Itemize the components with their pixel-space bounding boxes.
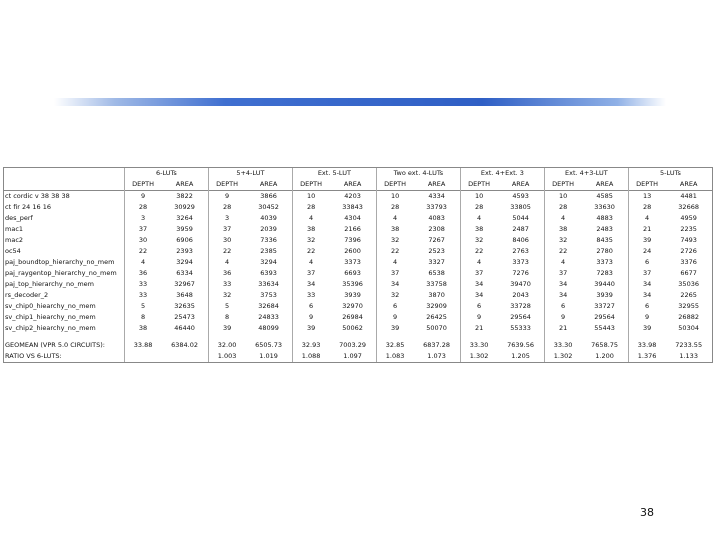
area-cell: 1.019 (245, 351, 292, 363)
area-header: AREA (595, 180, 614, 188)
depth-cell: 28 (544, 202, 581, 213)
depth-cell: 22 (376, 246, 413, 257)
depth-cell: 10 (544, 191, 581, 203)
depth-cell: 22 (208, 246, 245, 257)
depth-cell: 4 (460, 257, 497, 268)
circuit-name: ct fir 24 16 16 (4, 202, 125, 213)
area-cell: 2780 (596, 247, 613, 255)
depth-cell: 6 (292, 301, 329, 312)
depth-cell: 4 (292, 213, 329, 224)
depth-cell: 33 (124, 290, 161, 301)
depth-cell: 22 (292, 246, 329, 257)
depth-header: DEPTH (124, 179, 161, 191)
group-header: Ext. 4+Ext. 3 (460, 168, 544, 180)
area-cell: 3327 (428, 258, 445, 266)
circuit-name: oc54 (4, 246, 125, 257)
area-cell: 26882 (665, 312, 712, 323)
depth-cell: 32 (208, 290, 245, 301)
area-cell: 7283 (596, 269, 613, 277)
area-cell: 33727 (594, 302, 615, 310)
circuit-name: mac2 (4, 235, 125, 246)
area-cell: 3264 (176, 214, 193, 222)
area-cell: 2483 (596, 225, 613, 233)
depth-cell: 39 (208, 323, 245, 334)
area-cell: 6837.28 (423, 341, 451, 349)
depth-cell: 3 (208, 213, 245, 224)
area-cell: 4334 (413, 191, 460, 203)
depth-cell: 33.88 (124, 340, 161, 351)
depth-cell: 32 (460, 235, 497, 246)
area-cell: 50062 (342, 324, 363, 332)
depth-cell: 24 (628, 246, 665, 257)
depth-cell: 38 (460, 224, 497, 235)
corner-cell (4, 168, 125, 180)
area-cell: 33758 (426, 280, 447, 288)
area-cell: 2763 (512, 247, 529, 255)
area-cell: 3376 (665, 257, 712, 268)
area-cell: 32955 (665, 301, 712, 312)
area-cell: 26984 (342, 313, 363, 321)
area-cell: 50304 (665, 323, 712, 334)
depth-cell: 38 (376, 224, 413, 235)
depth-cell: 34 (460, 290, 497, 301)
table-row (4, 301, 713, 312)
group-header: Two ext. 4-LUTs (376, 168, 460, 180)
depth-cell: 21 (460, 323, 497, 334)
area-cell: 29564 (510, 313, 531, 321)
area-header: AREA (343, 180, 362, 188)
area-cell: 4481 (665, 191, 712, 203)
area-cell: 2265 (665, 290, 712, 301)
area-cell: 6505.73 (255, 341, 283, 349)
area-cell: 1.073 (413, 351, 460, 363)
group-header: Ext. 5-LUT (292, 168, 376, 180)
depth-cell: 9 (208, 191, 245, 203)
group-header: Ext. 4+3-LUT (544, 168, 628, 180)
area-cell: 32668 (665, 202, 712, 213)
depth-cell: 22 (544, 246, 581, 257)
title-accent-bar (54, 98, 666, 106)
area-cell: 5044 (512, 214, 529, 222)
area-cell: 2308 (428, 225, 445, 233)
depth-cell: 32 (544, 235, 581, 246)
area-cell: 2393 (176, 247, 193, 255)
area-cell (161, 351, 208, 363)
depth-cell: 34 (376, 279, 413, 290)
table-row (4, 257, 713, 268)
area-cell: 7493 (665, 235, 712, 246)
depth-cell: 4 (460, 213, 497, 224)
depth-cell: 28 (460, 202, 497, 213)
area-cell: 3939 (344, 291, 361, 299)
area-cell: 3294 (260, 258, 277, 266)
area-cell: 7396 (344, 236, 361, 244)
area-cell: 1.200 (581, 351, 628, 363)
area-cell: 4083 (428, 214, 445, 222)
circuit-name: des_perf (4, 213, 125, 224)
depth-cell: 4 (628, 213, 665, 224)
depth-cell: 9 (292, 312, 329, 323)
depth-header: DEPTH (208, 179, 245, 191)
area-cell: 3648 (176, 291, 193, 299)
area-cell: 33843 (342, 203, 363, 211)
depth-cell: 6 (460, 301, 497, 312)
area-cell: 35396 (342, 280, 363, 288)
circuit-name: paj_boundtop_hierarchy_no_mem (4, 257, 125, 268)
area-cell: 1.133 (665, 351, 712, 363)
area-cell: 7639.56 (507, 341, 535, 349)
depth-cell: 32.00 (208, 340, 245, 351)
area-cell: 8435 (596, 236, 613, 244)
area-cell: 6677 (665, 268, 712, 279)
depth-cell: 3 (124, 213, 161, 224)
depth-cell: 9 (628, 312, 665, 323)
depth-cell: 32.93 (292, 340, 329, 351)
area-cell: 4593 (497, 191, 544, 203)
area-cell: 29564 (594, 313, 615, 321)
area-cell: 55443 (594, 324, 615, 332)
area-cell: 26425 (426, 313, 447, 321)
depth-cell: 37 (376, 268, 413, 279)
depth-cell: 6 (376, 301, 413, 312)
area-cell: 3870 (428, 291, 445, 299)
area-cell: 2235 (665, 224, 712, 235)
depth-cell: 1.376 (628, 351, 665, 363)
depth-cell: 28 (208, 202, 245, 213)
depth-cell: 39 (628, 235, 665, 246)
area-cell: 32967 (174, 280, 195, 288)
depth-cell: 9 (124, 191, 161, 203)
depth-cell: 37 (208, 224, 245, 235)
depth-cell: 39 (628, 323, 665, 334)
area-cell: 8406 (512, 236, 529, 244)
depth-cell: 34 (628, 279, 665, 290)
area-cell: 7336 (260, 236, 277, 244)
table-row (4, 202, 713, 213)
area-cell: 2043 (512, 291, 529, 299)
subheader-row (4, 179, 713, 191)
depth-cell: 1.003 (208, 351, 245, 363)
area-cell: 3822 (161, 191, 208, 203)
table-row (4, 246, 713, 257)
depth-cell: 34 (460, 279, 497, 290)
results-table (3, 167, 713, 363)
area-cell: 2487 (512, 225, 529, 233)
depth-cell: 33 (292, 290, 329, 301)
area-cell: 7267 (428, 236, 445, 244)
depth-cell: 36 (124, 268, 161, 279)
group-header-row (4, 168, 713, 180)
summary-row (4, 340, 713, 351)
area-cell: 33728 (510, 302, 531, 310)
circuit-name: mac1 (4, 224, 125, 235)
depth-cell: 32 (376, 290, 413, 301)
circuit-name: sv_chip0_hiearchy_no_mem (4, 301, 125, 312)
area-cell: 3373 (512, 258, 529, 266)
depth-cell: 30 (208, 235, 245, 246)
depth-cell: 34 (544, 290, 581, 301)
depth-cell: 38 (124, 323, 161, 334)
area-cell: 3294 (176, 258, 193, 266)
area-cell: 7658.75 (591, 341, 619, 349)
depth-cell: 33.30 (460, 340, 497, 351)
area-cell: 2600 (344, 247, 361, 255)
area-cell: 2039 (260, 225, 277, 233)
area-cell: 33630 (594, 203, 615, 211)
area-header: AREA (175, 180, 194, 188)
depth-cell: 4 (544, 213, 581, 224)
depth-cell: 5 (124, 301, 161, 312)
depth-cell: 28 (292, 202, 329, 213)
area-cell: 4203 (329, 191, 376, 203)
area-cell: 39470 (510, 280, 531, 288)
depth-header: DEPTH (460, 179, 497, 191)
depth-cell: 9 (376, 312, 413, 323)
depth-cell: 4 (124, 257, 161, 268)
page-number: 38 (640, 506, 654, 519)
summary-row (4, 351, 713, 363)
depth-cell: 28 (376, 202, 413, 213)
depth-header: DEPTH (292, 179, 329, 191)
depth-cell: 4 (544, 257, 581, 268)
area-cell: 2726 (665, 246, 712, 257)
area-cell: 6693 (344, 269, 361, 277)
table-row (4, 224, 713, 235)
area-cell: 55333 (510, 324, 531, 332)
depth-cell: 4 (292, 257, 329, 268)
depth-cell: 33 (208, 279, 245, 290)
depth-cell: 33 (124, 279, 161, 290)
area-cell: 2523 (428, 247, 445, 255)
area-cell: 50070 (426, 324, 447, 332)
depth-cell: 33.98 (628, 340, 665, 351)
area-cell: 2166 (344, 225, 361, 233)
depth-cell: 21 (544, 323, 581, 334)
depth-cell: 13 (628, 191, 665, 203)
depth-cell: 34 (292, 279, 329, 290)
table-row (4, 312, 713, 323)
table-row (4, 323, 713, 334)
area-cell: 6384.02 (171, 341, 199, 349)
area-cell: 25473 (174, 313, 195, 321)
area-cell: 4304 (344, 214, 361, 222)
depth-cell: 8 (208, 312, 245, 323)
depth-cell: 32 (376, 235, 413, 246)
depth-cell: 10 (376, 191, 413, 203)
depth-cell: 34 (628, 290, 665, 301)
area-cell: 33634 (258, 280, 279, 288)
area-header: AREA (511, 180, 530, 188)
depth-cell: 38 (544, 224, 581, 235)
depth-cell: 6 (544, 301, 581, 312)
depth-cell: 4 (376, 257, 413, 268)
depth-cell: 34 (544, 279, 581, 290)
depth-cell: 22 (460, 246, 497, 257)
depth-cell: 37 (628, 268, 665, 279)
depth-header: DEPTH (544, 179, 581, 191)
circuit-name: rs_decoder_2 (4, 290, 125, 301)
depth-cell: 4 (376, 213, 413, 224)
area-cell: 33793 (426, 203, 447, 211)
area-cell: 35036 (665, 279, 712, 290)
area-cell: 7003.29 (339, 341, 367, 349)
depth-cell: 1.302 (460, 351, 497, 363)
depth-cell: 1.302 (544, 351, 581, 363)
depth-cell: 6 (628, 301, 665, 312)
area-cell: 6906 (176, 236, 193, 244)
depth-cell: 21 (628, 224, 665, 235)
depth-cell: 36 (208, 268, 245, 279)
depth-cell: 10 (460, 191, 497, 203)
circuit-name: GEOMEAN (VPR 5.0 CIRCUITS): (4, 340, 125, 351)
group-header: 6-LUTs (124, 168, 208, 180)
area-cell: 3959 (176, 225, 193, 233)
area-cell: 3866 (245, 191, 292, 203)
depth-cell: 33.30 (544, 340, 581, 351)
table-row (4, 191, 713, 203)
depth-header: DEPTH (376, 179, 413, 191)
depth-cell: 5 (208, 301, 245, 312)
area-cell: 48099 (258, 324, 279, 332)
group-header: 5+4-LUT (208, 168, 292, 180)
area-cell: 6538 (428, 269, 445, 277)
depth-cell: 39 (376, 323, 413, 334)
area-cell: 1.205 (497, 351, 544, 363)
circuit-name: paj_top_hierarchy_no_mem (4, 279, 125, 290)
depth-cell: 1.088 (292, 351, 329, 363)
depth-cell: 1.083 (376, 351, 413, 363)
area-header: AREA (427, 180, 446, 188)
depth-cell: 32.85 (376, 340, 413, 351)
circuit-name: sv_chip2_hiearchy_no_mem (4, 323, 125, 334)
depth-header: DEPTH (628, 179, 665, 191)
area-cell: 6393 (260, 269, 277, 277)
depth-cell: 9 (544, 312, 581, 323)
circuit-name: ct cordic v 38 38 38 (4, 191, 125, 203)
depth-cell: 37 (292, 268, 329, 279)
area-cell: 4585 (581, 191, 628, 203)
depth-cell: 28 (124, 202, 161, 213)
depth-cell: 10 (292, 191, 329, 203)
corner-cell (4, 179, 125, 191)
depth-cell: 39 (292, 323, 329, 334)
area-cell: 32970 (342, 302, 363, 310)
table-row (4, 213, 713, 224)
area-cell: 3939 (596, 291, 613, 299)
area-cell: 32635 (174, 302, 195, 310)
depth-cell: 32 (292, 235, 329, 246)
area-cell: 6334 (176, 269, 193, 277)
area-cell: 1.097 (329, 351, 376, 363)
depth-cell: 30 (124, 235, 161, 246)
depth-cell: 37 (544, 268, 581, 279)
table-row (4, 279, 713, 290)
area-cell: 3753 (260, 291, 277, 299)
depth-cell: 22 (124, 246, 161, 257)
depth-cell: 4 (208, 257, 245, 268)
area-cell: 2385 (260, 247, 277, 255)
area-cell: 39440 (594, 280, 615, 288)
depth-cell: 28 (628, 202, 665, 213)
area-cell: 7276 (512, 269, 529, 277)
table-row (4, 235, 713, 246)
table-row (4, 268, 713, 279)
area-cell: 7233.55 (665, 340, 712, 351)
depth-cell: 6 (628, 257, 665, 268)
area-header: AREA (259, 180, 278, 188)
depth-cell (124, 351, 161, 363)
depth-cell: 9 (460, 312, 497, 323)
area-cell: 32909 (426, 302, 447, 310)
area-cell: 46440 (174, 324, 195, 332)
circuit-name: RATIO VS 6-LUTS: (4, 351, 125, 363)
circuit-name: sv_chip1_hiearchy_no_mem (4, 312, 125, 323)
circuit-name: paj_raygentop_hierarchy_no_mem (4, 268, 125, 279)
group-header: 5-LUTs (628, 168, 712, 180)
area-cell: 3373 (344, 258, 361, 266)
area-cell: 33805 (510, 203, 531, 211)
area-header: AREA (665, 179, 712, 191)
area-cell: 4883 (596, 214, 613, 222)
area-cell: 30452 (258, 203, 279, 211)
area-cell: 4039 (260, 214, 277, 222)
area-cell: 24833 (258, 313, 279, 321)
table-row (4, 290, 713, 301)
depth-cell: 8 (124, 312, 161, 323)
depth-cell: 37 (460, 268, 497, 279)
area-cell: 4959 (665, 213, 712, 224)
area-cell: 32684 (258, 302, 279, 310)
area-cell: 3373 (596, 258, 613, 266)
depth-cell: 38 (292, 224, 329, 235)
area-cell: 30929 (174, 203, 195, 211)
depth-cell: 37 (124, 224, 161, 235)
